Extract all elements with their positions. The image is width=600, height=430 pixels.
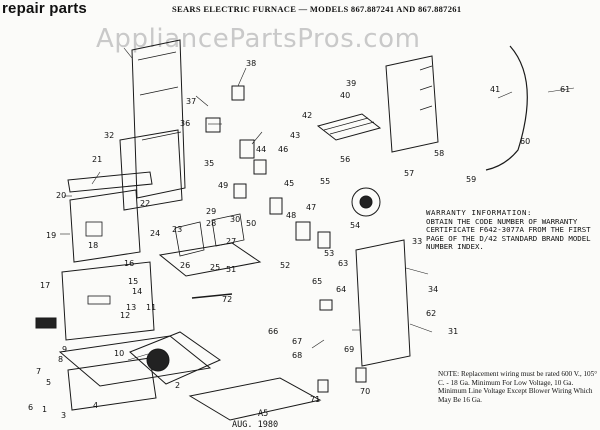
callout-label: 5: [46, 378, 52, 387]
callout-label: 37: [186, 97, 197, 106]
terminal-block: [320, 300, 332, 310]
callout-label: 8: [58, 355, 64, 364]
callout-label: 68: [292, 351, 303, 360]
callout-label: 20: [56, 191, 67, 200]
callout-label: 40: [340, 91, 351, 100]
wiring-harness: [486, 46, 527, 170]
callout-label: 26: [180, 261, 191, 270]
callout-label: 17: [40, 281, 51, 290]
relay-34: [240, 140, 254, 158]
callout-label: 51: [226, 265, 237, 274]
right-side-panel: [356, 240, 410, 366]
callout-label: 66: [268, 327, 279, 336]
relay-48: [296, 222, 310, 240]
relay-38: [232, 86, 244, 100]
callout-label: 19: [46, 231, 57, 240]
callout-label: 46: [278, 145, 289, 154]
callout-label: 42: [302, 111, 313, 120]
base-plate: [190, 378, 320, 420]
callout-label: 56: [340, 155, 351, 164]
callout-label: 21: [92, 155, 103, 164]
wiring-note: NOTE: Replacement wiring must be rated 600 V., 105° C. - 18 Ga. Minimum For Low Voltage, 10 Ga. Minimum Line Voltage Except Blower Wiring Which May Be 16 Ga.: [438, 370, 598, 405]
fuse-holder: [318, 380, 328, 392]
relay-44: [254, 160, 266, 174]
callout-label: 49: [218, 181, 229, 190]
callout-label: 70: [360, 387, 371, 396]
callout-label: 52: [280, 261, 291, 270]
callout-label: 12: [120, 311, 131, 320]
relay-53: [318, 232, 330, 248]
callout-label: 69: [344, 345, 355, 354]
callout-label: 32: [104, 131, 115, 140]
callout-label: 58: [434, 149, 445, 158]
relay-49: [234, 184, 246, 198]
page-title: repair parts: [2, 0, 87, 17]
callout-label: 14: [132, 287, 143, 296]
callout-label: 31: [448, 327, 459, 336]
side-panel: [120, 130, 182, 210]
callout-label: 62: [426, 309, 437, 318]
callout-label: 72: [222, 295, 233, 304]
relay-47: [270, 198, 282, 214]
callout-label: 34: [428, 285, 439, 294]
warranty-information: [426, 209, 598, 252]
front-access-panel: [70, 190, 140, 262]
callout-label: 6: [28, 403, 34, 412]
callout-label: 1: [42, 405, 48, 414]
callout-label: 4: [93, 401, 99, 410]
callout-label: 9: [62, 345, 68, 354]
callout-label: 43: [290, 131, 301, 140]
callout-label: 41: [490, 85, 501, 94]
callout-label: 35: [204, 159, 215, 168]
base-pan: [60, 336, 210, 386]
top-trim: [68, 172, 152, 192]
callout-label: 39: [346, 79, 357, 88]
callout-label: 71: [310, 395, 321, 404]
callout-label: 59: [466, 175, 477, 184]
heating-elements: [318, 114, 380, 140]
relay-36: [206, 118, 220, 132]
callout-label: 45: [284, 179, 295, 188]
filter-bracket: [36, 318, 56, 328]
callout-label: 3: [61, 411, 67, 420]
callout-label: 54: [350, 221, 361, 230]
callout-label: 24: [150, 229, 161, 238]
footer-code: A5: [258, 409, 269, 419]
callout-label: 2: [175, 381, 181, 390]
callout-label: 15: [128, 277, 139, 286]
warranty-title: WARRANTY INFORMATION:: [426, 208, 533, 217]
callout-label: 10: [114, 349, 125, 358]
footer-date: AUG. 1980: [232, 420, 279, 430]
callout-label: 57: [404, 169, 415, 178]
callout-label: 30: [230, 215, 241, 224]
callout-label: 25: [210, 263, 221, 272]
callout-label: 27: [226, 237, 237, 246]
callout-label: 47: [306, 203, 317, 212]
callout-label: 55: [320, 177, 331, 186]
callout-label: 38: [246, 59, 257, 68]
callout-label: 64: [336, 285, 347, 294]
warranty-body: OBTAIN THE CODE NUMBER OF WARRANTY CERTIFICATE F642-3077A FROM THE FIRST PAGE OF THE D/42 STANDARD BRAND MODEL NUMBER INDEX.: [426, 216, 591, 252]
watermark: AppliancePartsPros.com: [96, 24, 421, 54]
callout-label: 44: [256, 145, 267, 154]
callout-label: 48: [286, 211, 297, 220]
callout-label: 18: [88, 241, 99, 250]
callout-label: 67: [292, 337, 303, 346]
callout-label: 53: [324, 249, 335, 258]
callout-label: 60: [520, 137, 531, 146]
callout-label: 50: [246, 219, 257, 228]
callout-label: 61: [560, 85, 571, 94]
callout-label: 36: [180, 119, 191, 128]
callout-label: 22: [140, 199, 151, 208]
callout-label: 11: [146, 303, 157, 312]
rear-panel: [132, 40, 185, 198]
callout-label: 28: [206, 219, 217, 228]
duct-panel: [386, 56, 438, 152]
callout-label: 16: [124, 259, 135, 268]
lower-front-panel: [62, 262, 157, 340]
callout-label: 65: [312, 277, 323, 286]
callout-label: 29: [206, 207, 217, 216]
callout-label: 7: [36, 367, 42, 376]
callout-label: 33: [412, 237, 423, 246]
callout-label: 23: [172, 225, 183, 234]
callout-label: 63: [338, 259, 349, 268]
switch-70: [356, 368, 366, 382]
callout-label: 13: [126, 303, 137, 312]
diagram-title: SEARS ELECTRIC FURNACE — MODELS 867.887241 AND 867.887261: [172, 4, 462, 14]
